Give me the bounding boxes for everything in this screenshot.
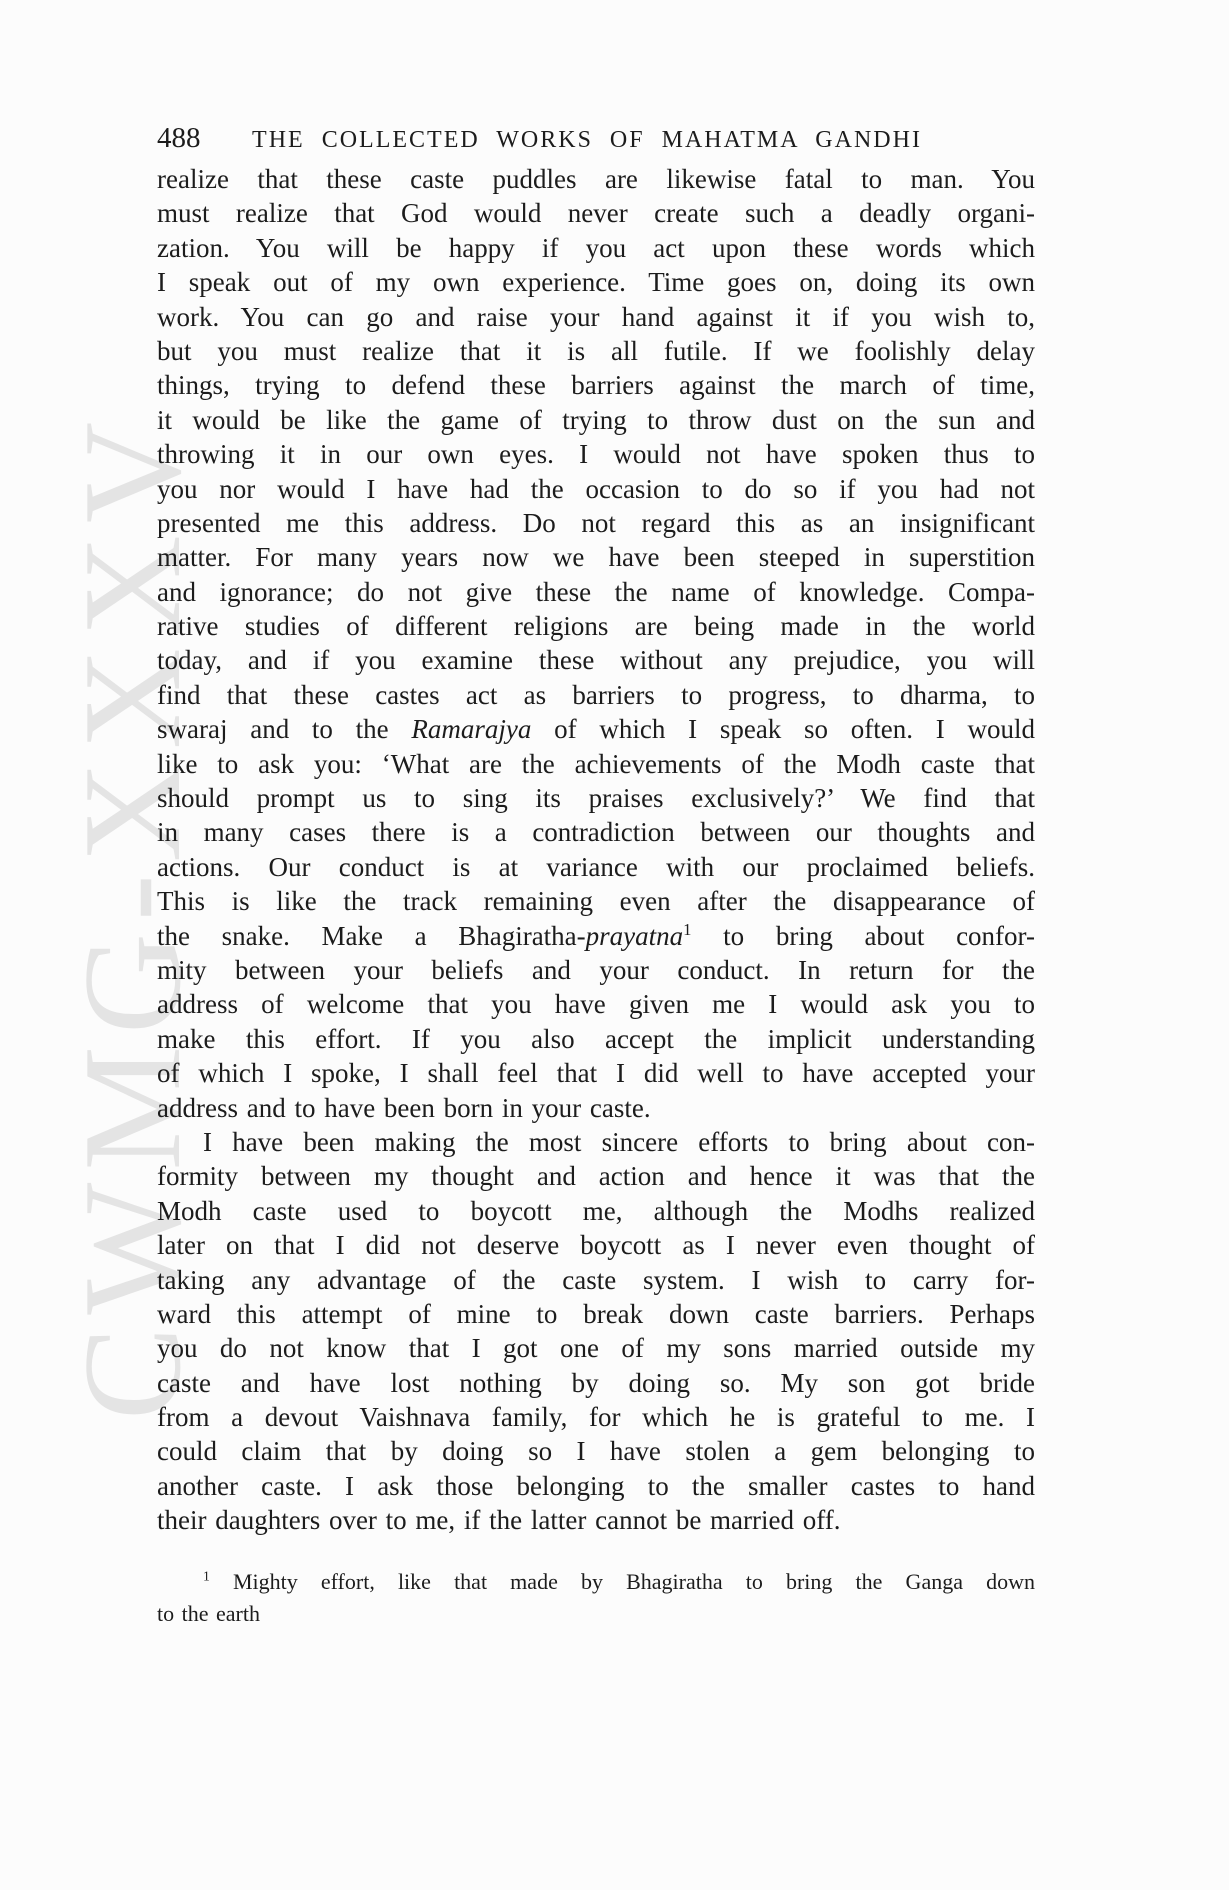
text-line: you do not know that I got one of my sons married outside my — [157, 1333, 1035, 1364]
page-number: 488 — [157, 122, 201, 154]
text-line: rative studies of different religions are being made in the world — [157, 611, 1035, 642]
watermark-text: CWMG-XXXV — [55, 409, 210, 1421]
text-line: zation. You will be happy if you act upon these words which — [157, 232, 1035, 263]
text-line: address and to have been born in your caste. — [157, 1092, 651, 1123]
text-line: This is like the track remaining even after the disappearance of — [157, 886, 1035, 917]
text-line: it would be like the game of trying to throw dust on the sun and — [157, 404, 1035, 435]
text-line: from a devout Vaishnava family, for which he is grateful to me. I — [157, 1402, 1035, 1433]
text-line: today, and if you examine these without any prejudice, you will — [157, 645, 1035, 676]
text-line: I have been making the most sincere efforts to bring about con- — [203, 1126, 1035, 1157]
text-line: swaraj and to the Ramarajya of which I speak so often. I would — [157, 714, 1035, 745]
text-line: to the earth — [157, 1601, 260, 1626]
footnote — [157, 1566, 1035, 1630]
text-line: and ignorance; do not give these the name of knowledge. Compa- — [157, 576, 1035, 607]
text-line: could claim that by doing so I have stolen a gem belonging to — [157, 1436, 1035, 1467]
text-line: matter. For many years now we have been steeped in superstition — [157, 542, 1035, 573]
text-line: formity between my thought and action and hence it was that the — [157, 1161, 1035, 1192]
text-line: throwing it in our own eyes. I would not have spoken thus to — [157, 439, 1035, 470]
text-line: Modh caste used to boycott me, although the Modhs realized — [157, 1195, 1035, 1226]
text-line: I speak out of my own experience. Time goes on, doing its own — [157, 267, 1035, 298]
text-line: must realize that God would never create such a deadly organi- — [157, 198, 1035, 229]
text-line: another caste. I ask those belonging to the smaller castes to hand — [157, 1470, 1035, 1501]
text-line: make this effort. If you also accept the implicit understanding — [157, 1023, 1035, 1054]
text-line: mity between your beliefs and your conduct. In return for the — [157, 954, 1035, 985]
text-line: actions. Our conduct is at variance with our proclaimed beliefs. — [157, 851, 1035, 882]
text-line: taking any advantage of the caste system. I wish to carry for- — [157, 1264, 1035, 1295]
text-line: ward this attempt of mine to break down caste barriers. Perhaps — [157, 1298, 1035, 1329]
text-line: you nor would I have had the occasion to do so if you had not — [157, 473, 1035, 504]
text-line: like to ask you: ‘What are the achievements of the Modh caste that — [157, 748, 1035, 779]
text-line: find that these castes act as barriers to progress, to dharma, to — [157, 679, 1035, 710]
text-line: $^1$ Mighty effort, like that made by Bhagiratha to bring the Ganga down — [203, 1568, 1035, 1594]
body-text — [157, 162, 1035, 1538]
text-line: presented me this address. Do not regard this as an insignificant — [157, 507, 1035, 538]
text-line: caste and have lost nothing by doing so. My son got bride — [157, 1367, 1035, 1398]
running-title: THE COLLECTED WORKS OF MAHATMA GANDHI — [252, 127, 922, 153]
text-line: realize that these caste puddles are likewise fatal to man. You — [157, 164, 1035, 194]
text-line: address of welcome that you have given me I would ask you to — [157, 989, 1035, 1020]
text-line: the snake. Make a Bhagiratha-prayatna$^1$ to bring about confor- — [157, 919, 1035, 951]
text-line: work. You can go and raise your hand against it if you wish to, — [157, 301, 1035, 332]
text-line: but you must realize that it is all futile. If we foolishly delay — [157, 335, 1035, 366]
text-line: their daughters over to me, if the latter cannot be married off. — [157, 1505, 841, 1536]
text-line: should prompt us to sing its praises exclusively?’ We find that — [157, 783, 1035, 814]
text-line: later on that I did not deserve boycott as I never even thought of — [157, 1230, 1035, 1261]
text-line: of which I spoke, I shall feel that I did well to have accepted your — [157, 1058, 1035, 1089]
text-line: things, trying to defend these barriers against the march of time, — [157, 370, 1035, 401]
page-header — [157, 122, 1035, 162]
text-line: in many cases there is a contradiction between our thoughts and — [157, 817, 1035, 848]
